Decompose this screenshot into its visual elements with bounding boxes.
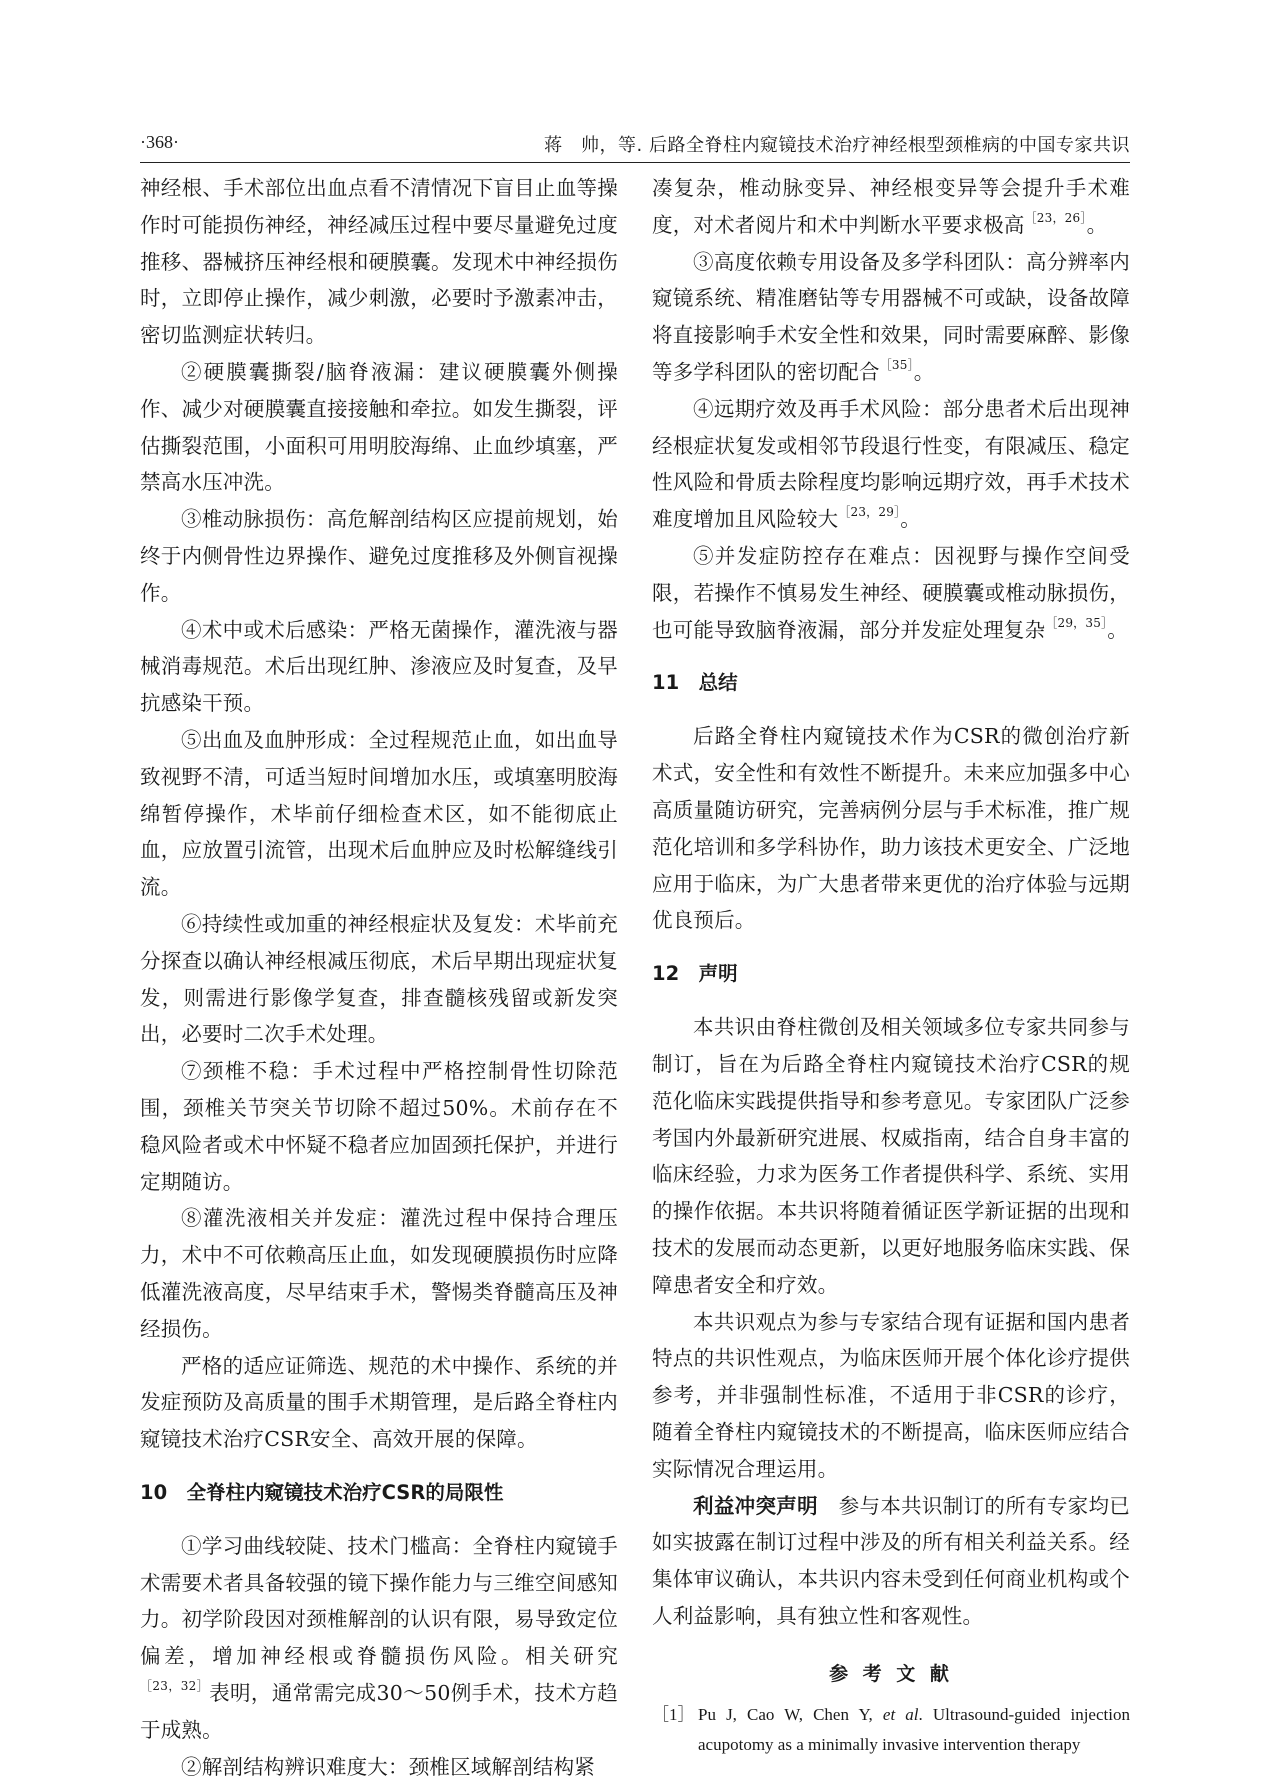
paragraph: ⑤出血及血肿形成：全过程规范止血，如出血导致视野不清，可适当短时间增加水压，或填塞明胶海绵暂停操作，术毕前仔细检查术区，如不能彻底止血，应放置引流管，出现术后血肿应及时松解缝线引流。: [140, 727, 618, 900]
citation: ［29，35］: [1045, 615, 1108, 630]
paragraph: 神经根、手术部位出血点看不清情况下盲目止血等操作时可能损伤神经，神经减压过程中要尽量避免过度推移、器械挤压神经根和硬膜囊。发现术中神经损伤时，立即停止操作，减少刺激，必要时予激素冲击，密切监测症状转归。: [140, 176, 618, 348]
paragraph: 严格的适应证筛选、规范的术中操作、系统的并发症预防及高质量的围手术期管理，是后路全脊柱内窥镜技术治疗CSR安全、高效开展的保障。: [140, 1353, 618, 1452]
paragraph: ⑦颈椎不稳：手术过程中严格控制骨性切除范围，颈椎关节突关节切除不超过50%。术前存在不稳风险者或术中怀疑不稳者应加固颈托保护，并进行定期随访。: [140, 1059, 618, 1194]
paragraph-text: 表明，通常需完成30～50例手术，技术方趋于成熟。: [140, 1681, 618, 1742]
references-heading: 参 考 文 献: [829, 1662, 953, 1685]
paragraph: ④术中或术后感染：严格无菌操作，灌洗液与器械消毒规范。术后出现红肿、渗液应及时复查，及早抗感染干预。: [140, 617, 618, 716]
paragraph-text: 。: [913, 359, 935, 384]
section-heading-10: 10 全脊柱内窥镜技术治疗CSR的局限性: [140, 1480, 504, 1504]
left-column: [140, 170, 618, 1785]
paragraph: [652, 391, 1130, 538]
paragraph: ②解剖结构辨识难度大：颈椎区域解剖结构紧: [181, 1754, 595, 1779]
conflict-of-interest: [652, 1488, 1130, 1635]
reference-item: [652, 1700, 1130, 1760]
section-heading-11: 11 总结: [652, 671, 738, 695]
right-column: [652, 170, 1130, 1760]
page-number: ·368·: [140, 132, 179, 152]
paragraph-text: 。: [1107, 617, 1128, 642]
paragraph: [652, 170, 1130, 244]
citation: ［23，32］: [140, 1679, 210, 1694]
reference-title: . Ultrasound-guided injection acupotomy as a minimally invasive intervention therapy: [698, 1704, 1130, 1754]
paragraph-text: ③高度依赖专用设备及多学科团队：高分辨率内窥镜系统、精准磨钻等专用器械不可或缺，设备故障将直接影响手术安全性和效果，同时需要麻醉、影像等多学科团队的密切配合: [652, 249, 1130, 384]
paragraph-text: 凑复杂，椎动脉变异、神经根变异等会提升手术难度，对术者阅片和术中判断水平要求极高: [652, 176, 1130, 237]
paragraph: [652, 538, 1130, 648]
paragraph: ⑧灌洗液相关并发症：灌洗过程中保持合理压力，术中不可依赖高压止血，如发现硬膜损伤时应降低灌洗液高度，尽早结束手术，警惕类脊髓高压及神经损伤。: [140, 1206, 618, 1341]
paragraph-text: 。: [900, 507, 921, 532]
citation: ［23，29］: [838, 505, 901, 520]
paragraph-text: ⑤并发症防控存在难点：因视野与操作空间受限，若操作不慎易发生神经、硬膜囊或椎动脉损伤，也可能导致脑脊液漏，部分并发症处理复杂: [652, 543, 1130, 642]
paragraph: ③椎动脉损伤：高危解剖结构区应提前规划，始终于内侧骨性边界操作、避免过度推移及外侧盲视操作。: [140, 507, 618, 605]
section-heading-12: 12 声明: [652, 962, 738, 986]
reference-authors: Pu J, Cao W, Chen Y,: [698, 1704, 883, 1724]
reference-number: ［1］: [652, 1704, 695, 1724]
paragraph: 后路全脊柱内窥镜技术作为CSR的微创治疗新术式，安全性和有效性不断提升。未来应加强多中心高质量随访研究，完善病例分层与手术标准，推广规范化培训和多学科协作，助力该技术更安全、广泛地应用于临床，为广大患者带来更优的治疗体验与远期优良预后。: [652, 724, 1130, 933]
running-title: 蒋 帅，等. 后路全脊柱内窥镜技术治疗神经根型颈椎病的中国专家共识: [544, 135, 1130, 156]
coi-text: 参与本共识制订的所有专家均已如实披露在制订过程中涉及的所有相关利益关系。经集体审议确认，本共识内容未受到任何商业机构或个人利益影响，具有独立性和客观性。: [652, 1493, 1130, 1628]
citation: ［35］: [879, 357, 914, 372]
paragraph: ⑥持续性或加重的神经根症状及复发：术毕前充分探查以确认神经根减压彻底，术后早期出现症状复发，则需进行影像学复查，排查髓核残留或新发突出，必要时二次手术处理。: [140, 911, 618, 1047]
paragraph: 本共识观点为参与专家结合现有证据和国内患者特点的共识性观点，为临床医师开展个体化诊疗提供参考，并非强制性标准，不适用于非CSR的诊疗，随着全脊柱内窥镜技术的不断提高，临床医师应结合实际情况合理运用。: [652, 1309, 1130, 1481]
paragraph: ②硬膜囊撕裂/脑脊液漏：建议硬膜囊外侧操作、减少对硬膜囊直接接触和牵拉。如发生撕裂，评估撕裂范围，小面积可用明胶海绵、止血纱填塞，严禁高水压冲洗。: [140, 359, 618, 495]
coi-label: 利益冲突声明: [693, 1493, 818, 1518]
citation: ［23，26］: [1024, 210, 1087, 225]
paragraph-text: ④远期疗效及再手术风险：部分患者术后出现神经根症状复发或相邻节段退行性变，有限减压、稳定性风险和骨质去除程度均影响远期疗效，再手术技术难度增加且风险较大: [652, 396, 1130, 532]
paragraph: [140, 1528, 618, 1749]
paragraph-text: 。: [1086, 212, 1108, 237]
paragraph: 本共识由脊柱微创及相关领域多位专家共同参与制订，旨在为后路全脊柱内窥镜技术治疗CSR的规范化临床实践提供指导和参考意见。专家团队广泛参考国内外最新研究进展、权威指南，结合自身丰富的临床经验，力求为医务工作者提供科学、系统、实用的操作依据。本共识将随着循证医学新证据的出现和技术的发展而动态更新，以更好地服务临床实践、保障患者安全和疗效。: [652, 1015, 1130, 1297]
paragraph: [652, 244, 1130, 391]
reference-text: [698, 1700, 1130, 1760]
header-rule: [140, 162, 1130, 163]
paragraph-text: ①学习曲线较陡、技术门槛高：全脊柱内窥镜手术需要术者具备较强的镜下操作能力与三维空间感知力。初学阶段因对颈椎解剖的认识有限，易导致定位偏差，增加神经根或脊髓损伤风险。相关研究: [140, 1533, 618, 1669]
reference-etal: et al: [882, 1704, 919, 1724]
